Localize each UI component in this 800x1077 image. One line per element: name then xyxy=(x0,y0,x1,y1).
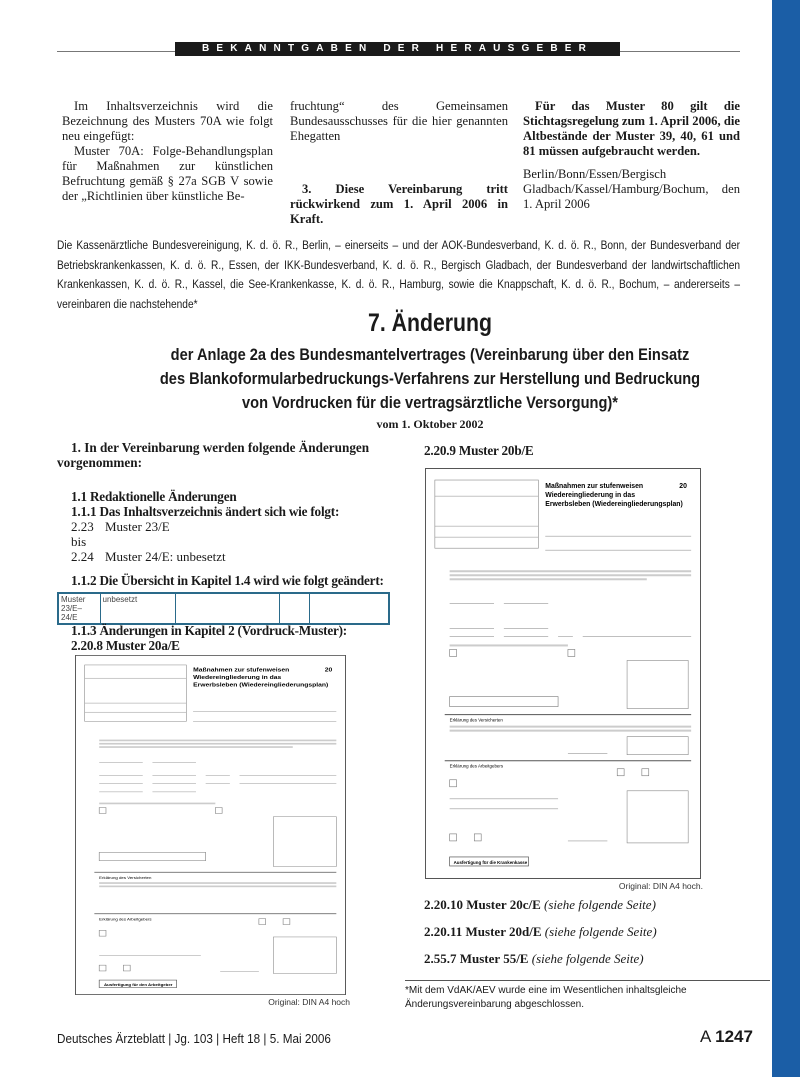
table-cell xyxy=(309,593,389,624)
toc-number: bis xyxy=(71,534,87,549)
form-section-label: Erklärung des Arbeitgebers xyxy=(99,916,152,922)
heading: 1.1.2 Die Übersicht in Kapitel 1.4 wird wie folgt geändert: xyxy=(71,573,384,588)
form-muster-20a xyxy=(75,655,346,995)
heading: 2.20.8 Muster 20a/E xyxy=(71,638,180,653)
page-number xyxy=(700,1027,753,1047)
subtitle-line: von Vordrucken für die vertragsärztliche Versorgung)* xyxy=(242,393,618,412)
document-title: 7. Änderung xyxy=(368,309,492,337)
form-section-label: Erklärung des Versicherten xyxy=(99,875,152,880)
form-title: Erwerbsleben (Wiedereingliederungsplan) xyxy=(193,681,329,689)
paragraph: Im Inhaltsverzeichnis wird die Bezeichnung des Musters 70A wie folgt neu eingefügt: xyxy=(62,99,273,143)
place-date: Berlin/Bonn/Essen/Bergisch Gladbach/Kassel/Hamburg/Bochum, den 1. April 2006 xyxy=(523,167,740,211)
form-muster-20b xyxy=(425,468,701,879)
page-footer: Deutsches Ärzteblatt | Jg. 103 | Heft 18 | 5. Mai 2006 xyxy=(57,1031,331,1046)
heading: 2.20.9 Muster 20b/E xyxy=(424,443,534,458)
table-cell xyxy=(175,593,279,624)
heading: 1.1.1 Das Inhaltsverzeichnis ändert sich wie folgt: xyxy=(71,504,340,519)
left-form-headings xyxy=(71,623,347,653)
issue-date: 5. Mai 2006 xyxy=(269,1031,331,1046)
item-heading: 2.55.7 Muster 55/E xyxy=(424,951,529,966)
paragraph: 3. Diese Vereinbarung tritt rückwirkend zum 1. April 2006 in Kraft. xyxy=(290,182,508,226)
table-cell xyxy=(279,593,309,624)
issue: Heft 18 xyxy=(222,1031,261,1046)
toc-number: 2.24 xyxy=(71,549,94,564)
toc-number: 2.23 xyxy=(71,519,94,534)
form-title: Maßnahmen zur stufenweisen xyxy=(545,483,644,491)
heading: 1.1 Redaktionelle Änderungen xyxy=(71,489,237,504)
form-caption: Original: DIN A4 hoch. xyxy=(618,881,703,891)
paragraph: fruchtung“ des Gemeinsamen Bundesausschusses für die hier genannten Ehegatten xyxy=(290,99,508,143)
item-note: (siehe folgende Seite) xyxy=(531,951,644,966)
form-number: 20 xyxy=(324,666,333,674)
item-heading: 2.20.11 Muster 20d/E xyxy=(424,924,542,939)
list-item xyxy=(424,924,657,940)
form-title: Erwerbsleben (Wiedereingliederungsplan) xyxy=(545,501,683,509)
form-caption: Original: DIN A4 hoch xyxy=(268,997,350,1007)
page-prefix: A xyxy=(700,1027,711,1046)
left-column xyxy=(57,440,390,588)
form-number: 20 xyxy=(679,483,687,491)
page-value: 1247 xyxy=(715,1027,753,1046)
footnote-rule xyxy=(405,980,770,981)
top-column-1 xyxy=(62,99,273,204)
paragraph: Muster 70A: Folge-Behandlungsplan für Maßnahmen zur künstlichen Befruchtung gemäß § 27a SGB V sowie der „Richtlinien über künstliche Be- xyxy=(62,144,273,203)
form-title: Wiedereingliederung in das xyxy=(545,492,636,500)
footnote: *Mit dem VdAK/AEV wurde eine im Wesentlichen inhaltsgleiche Änderungsvereinbarung abgeschlossen. xyxy=(405,985,687,1010)
table-cell: Muster 23/E–24/E xyxy=(58,593,100,624)
list-item xyxy=(424,951,644,967)
toc-label: Muster 24/E: unbesetzt xyxy=(105,549,226,564)
table-cell: unbesetzt xyxy=(100,593,175,624)
document-subtitle xyxy=(83,343,776,415)
form-section-label: Erklärung des Versicherten xyxy=(449,717,503,723)
form-copy-label: Ausfertigung für die Krankenkasse xyxy=(453,859,528,865)
table-row xyxy=(58,593,389,624)
top-column-3 xyxy=(523,99,740,212)
volume: Jg. 103 xyxy=(174,1031,213,1046)
heading: 1.1.3 Änderungen in Kapitel 2 (Vordruck-Muster): xyxy=(71,623,348,638)
form-title: Wiedereingliederung in das xyxy=(193,674,282,681)
form-copy-label: Ausfertigung für den Arbeitgeber xyxy=(104,982,173,987)
subtitle-line: des Blankoformularbedruckungs-Verfahrens zur Herstellung und Bedruckung xyxy=(159,369,701,388)
top-column-2 xyxy=(290,99,508,227)
blue-edge-bar xyxy=(772,0,800,1077)
form-title: Maßnahmen zur stufenweisen xyxy=(193,666,290,674)
document-date: vom 1. Oktober 2002 xyxy=(376,417,484,431)
toc-label: Muster 23/E xyxy=(105,519,170,534)
journal-name: Deutsches Ärzteblatt xyxy=(57,1031,165,1046)
form-section-label: Erklärung des Arbeitgebers xyxy=(449,763,504,769)
item-note: (siehe folgende Seite) xyxy=(544,897,656,912)
paragraph: Für das Muster 80 gilt die Stichtagsregelung zum 1. April 2006, die Altbestände der Muster 39, 40, 61 und 81 müssen aufgebraucht werden. xyxy=(523,99,740,158)
subtitle-line: der Anlage 2a des Bundesmantelvertrages (Vereinbarung über den Einsatz xyxy=(170,345,690,364)
list-item xyxy=(424,897,656,913)
item-note: (siehe folgende Seite) xyxy=(544,924,657,939)
overview-table xyxy=(57,592,390,625)
item-heading: 2.20.10 Muster 20c/E xyxy=(424,897,541,912)
intro-paragraph: Die Kassenärztliche Bundesvereinigung, K. d. ö. R., Berlin, – einerseits – und der AOK-Bundesverband, K. d. ö. R., Bonn, der Bundesverband der Betriebskrankenkassen, K. d. ö. R., Essen, der IKK-Bundesverband, K. d. ö. R., Bergisch Gladbach, der Bundesverband der landwirtschaftlichen Krankenkassen, K. d. ö. R., Kassel, die See-Krankenkasse, K. d. ö. R., Hamburg, sowie die Knappschaft, K. d. ö. R., Bochum, – andererseits – vereinbaren die nachstehende* xyxy=(57,238,741,311)
section-header: BEKANNTGABEN DER HERAUSGEBER xyxy=(175,42,620,56)
paragraph: 1. In der Vereinbarung werden folgende Änderungen vorgenommen: xyxy=(57,440,370,470)
